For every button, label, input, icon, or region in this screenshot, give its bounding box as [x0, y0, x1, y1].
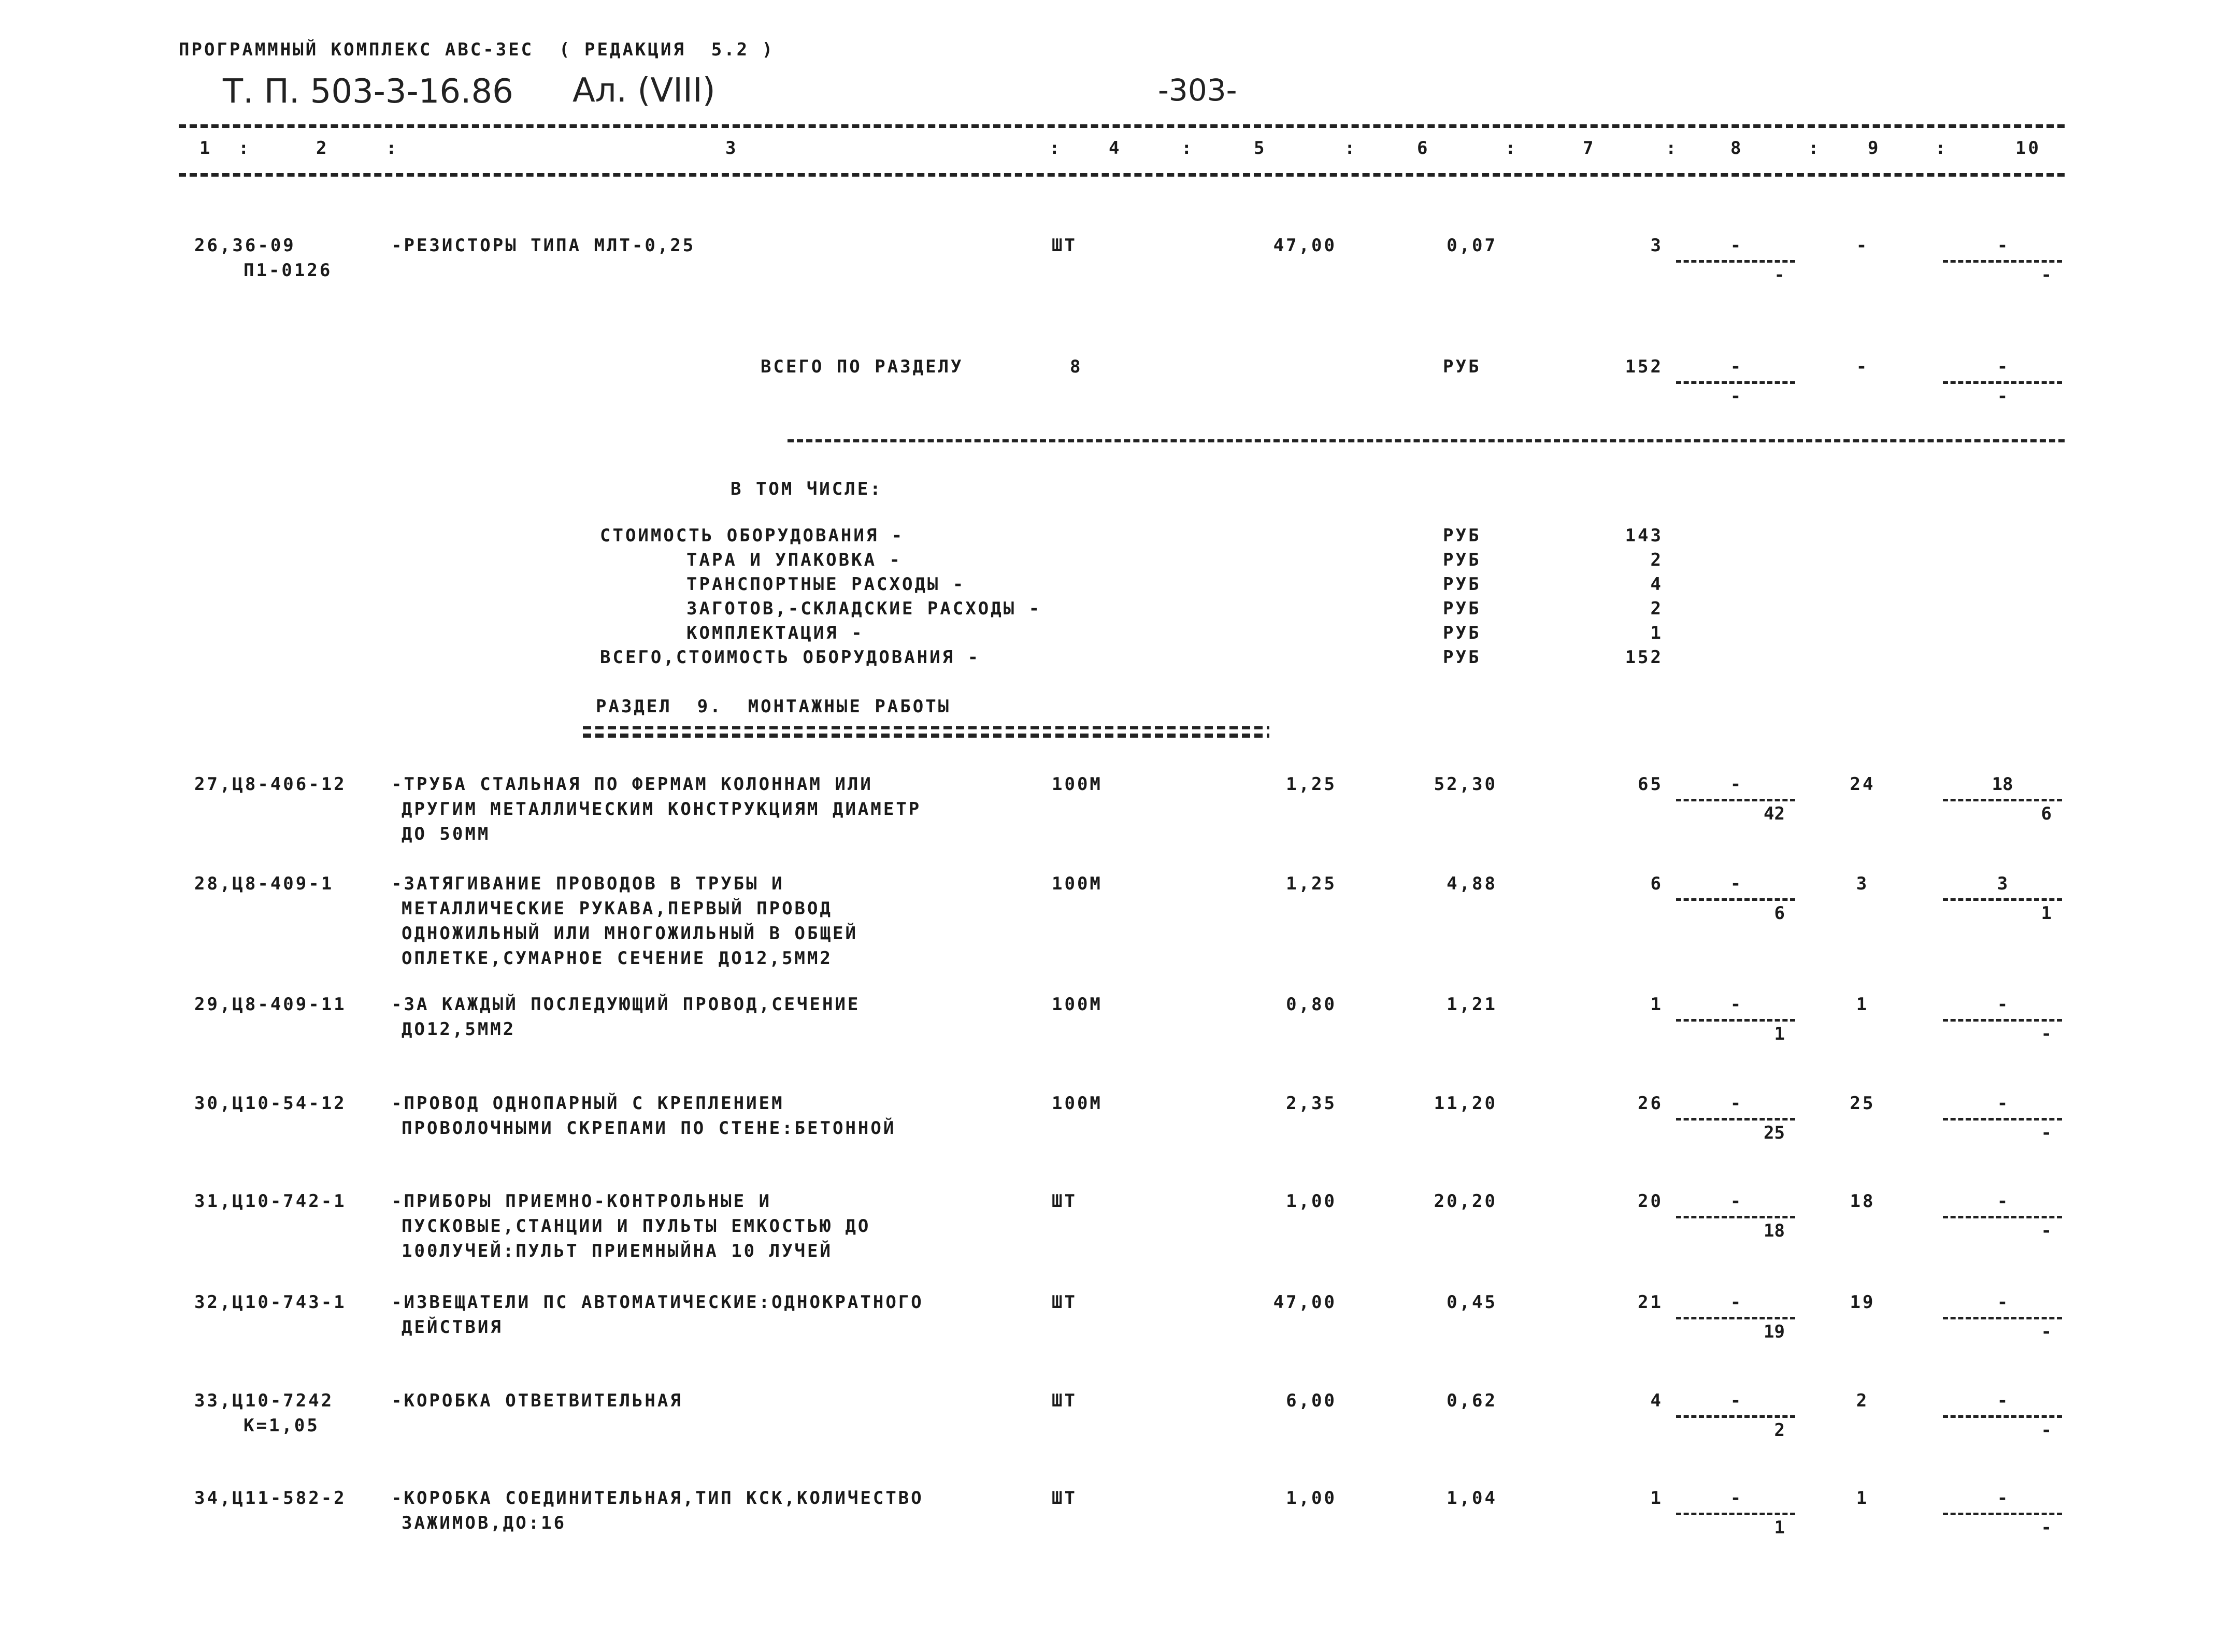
row-col10-bottom: - — [2041, 1024, 2052, 1044]
row-col9: 1 — [1856, 1488, 1869, 1509]
row-col10-fraction — [1943, 1388, 2062, 1445]
row-description-line: -ЗА КАЖДЫЙ ПОСЛЕДУЮЩИЙ ПРОВОД,СЕЧЕНИЕ — [391, 994, 861, 1015]
header-rule-top — [179, 124, 2065, 128]
row-code: 33,Ц10-7242 — [194, 1390, 334, 1411]
row-code: 26,36-09 — [194, 235, 296, 256]
row-col9: 2 — [1856, 1390, 1869, 1411]
column-separator: : — [1181, 138, 1194, 159]
row-col10-fraction — [1943, 871, 2062, 928]
column-separator: : — [1049, 138, 1062, 159]
including-line-value: 2 — [1650, 550, 1663, 570]
row-col10-top: - — [1997, 1093, 2008, 1114]
row-total: 6 — [1650, 873, 1663, 894]
row-col8-bottom: 1 — [1774, 1024, 1785, 1044]
section-total-value: 152 — [1625, 356, 1663, 377]
column-separator: : — [1344, 138, 1357, 159]
column-number-5: 5 — [1254, 138, 1267, 159]
row-col10-fraction — [1943, 992, 2062, 1048]
album-label: Ал. (VIII) — [572, 71, 715, 110]
section-total-col10-top: - — [1997, 356, 2008, 377]
row-col10-bottom: 1 — [2041, 903, 2052, 924]
including-line-label: СТОИМОСТЬ ОБОРУДОВАНИЯ - — [600, 525, 905, 546]
row-description-line: -ПРИБОРЫ ПРИЕМНО-КОНТРОЛЬНЫЕ И — [391, 1191, 772, 1212]
including-line-unit: РУБ — [1443, 574, 1481, 595]
section-total-label: ВСЕГО ПО РАЗДЕЛУ — [761, 356, 964, 377]
column-number-1: 1 — [199, 138, 212, 159]
header-rule-bottom — [179, 173, 2065, 177]
row-col10-bottom: - — [2041, 1123, 2052, 1143]
column-number-2: 2 — [316, 138, 329, 159]
row-col8-bottom: 18 — [1764, 1220, 1785, 1241]
row-unit-price: 0,07 — [1447, 235, 1497, 256]
row-quantity: 1,00 — [1286, 1191, 1337, 1212]
row-col8-fraction — [1676, 871, 1795, 928]
row-unit-price: 0,62 — [1447, 1390, 1497, 1411]
row-description-line: -ЗАТЯГИВАНИЕ ПРОВОДОВ В ТРУБЫ И — [391, 873, 784, 894]
row-col9: 18 — [1850, 1191, 1876, 1212]
row-col9: 19 — [1850, 1292, 1876, 1313]
row-unit: 100М — [1052, 994, 1103, 1015]
row-code: 31,Ц10-742-1 — [194, 1191, 347, 1212]
column-separator: : — [1505, 138, 1518, 159]
row-col8-top: - — [1730, 774, 1741, 795]
row-description-line: ОПЛЕТКЕ,СУМАРНОЕ СЕЧЕНИЕ ДО12,5ММ2 — [402, 948, 833, 969]
row-description-line: ДЕЙСТВИЯ — [402, 1317, 503, 1338]
row-unit-price: 52,30 — [1434, 774, 1497, 795]
including-line-label: ТАРА И УПАКОВКА - — [686, 550, 902, 570]
row-total: 65 — [1638, 774, 1663, 795]
row-unit-price: 4,88 — [1447, 873, 1497, 894]
row-unit-price: 1,04 — [1447, 1488, 1497, 1509]
row-col10-top: - — [1997, 994, 2008, 1015]
row-unit-price: 20,20 — [1434, 1191, 1497, 1212]
row-total: 26 — [1638, 1093, 1663, 1114]
section9-double-underline — [583, 726, 1269, 738]
row-col8-top: - — [1730, 873, 1741, 894]
row-description-line: МЕТАЛЛИЧЕСКИЕ РУКАВА,ПЕРВЫЙ ПРОВОД — [402, 898, 833, 919]
row-description-line: 100ЛУЧЕЙ:ПУЛЬТ ПРИЕМНЫЙНА 10 ЛУЧЕЙ — [402, 1241, 833, 1261]
column-number-6: 6 — [1417, 138, 1430, 159]
including-line-value: 2 — [1650, 598, 1663, 619]
row-col8-top: - — [1730, 235, 1741, 256]
row-col9: 24 — [1850, 774, 1876, 795]
including-heading: В ТОМ ЧИСЛЕ: — [731, 479, 883, 499]
row-col8-fraction — [1676, 1189, 1795, 1245]
row-col8-top: - — [1730, 1488, 1741, 1509]
row-quantity: 1,25 — [1286, 873, 1337, 894]
row-col8-fraction — [1676, 1290, 1795, 1346]
row-col8-fraction — [1676, 1091, 1795, 1147]
row-description-line: ДО12,5ММ2 — [402, 1019, 516, 1040]
row-unit-price: 11,20 — [1434, 1093, 1497, 1114]
including-line-value: 1 — [1650, 623, 1663, 643]
row-unit: ШТ — [1052, 235, 1077, 256]
row-unit-price: 0,45 — [1447, 1292, 1497, 1313]
including-line-value: 152 — [1625, 647, 1663, 668]
row-col10-top: 18 — [1992, 774, 2013, 795]
including-line-unit: РУБ — [1443, 598, 1481, 619]
page-number: -303- — [1158, 73, 1237, 108]
including-line-label: ВСЕГО,СТОИМОСТЬ ОБОРУДОВАНИЯ - — [600, 647, 981, 668]
including-line-unit: РУБ — [1443, 623, 1481, 643]
row-col10-fraction — [1943, 233, 2062, 290]
row-quantity: 47,00 — [1273, 1292, 1337, 1313]
row-code: 27,Ц8-406-12 — [194, 774, 347, 795]
project-code: Т. П. 503-3-16.86 — [223, 73, 513, 111]
row-col8-bottom: 19 — [1764, 1321, 1785, 1342]
including-line-label: ЗАГОТОВ,-СКЛАДСКИЕ РАСХОДЫ - — [686, 598, 1042, 619]
row-col10-top: - — [1997, 1292, 2008, 1313]
row-col10-bottom: - — [2041, 1420, 2052, 1441]
section-total-unit: РУБ — [1443, 356, 1481, 377]
row-code-secondary: П1-0126 — [244, 260, 333, 281]
row-col8-bottom: 42 — [1764, 803, 1785, 824]
column-number-3: 3 — [725, 138, 738, 159]
column-number-8: 8 — [1730, 138, 1743, 159]
row-code: 30,Ц10-54-12 — [194, 1093, 347, 1114]
row-total: 1 — [1650, 994, 1663, 1015]
row-col8-fraction — [1676, 772, 1795, 828]
row-code: 34,Ц11-582-2 — [194, 1488, 347, 1509]
row-unit: 100М — [1052, 873, 1103, 894]
row-description-line: -ИЗВЕЩАТЕЛИ ПС АВТОМАТИЧЕСКИЕ:ОДНОКРАТНОГО — [391, 1292, 924, 1313]
row-quantity: 1,00 — [1286, 1488, 1337, 1509]
row-col9: - — [1856, 235, 1869, 256]
row-col8-top: - — [1730, 1292, 1741, 1313]
row-col9: 3 — [1856, 873, 1869, 894]
column-number-7: 7 — [1583, 138, 1596, 159]
row-quantity: 1,25 — [1286, 774, 1337, 795]
section-total-col8-top: - — [1730, 356, 1741, 377]
row-description-line: -ПРОВОД ОДНОПАРНЫЙ С КРЕПЛЕНИЕМ — [391, 1093, 784, 1114]
row-unit: ШТ — [1052, 1191, 1077, 1212]
section-total-col10 — [1943, 354, 2062, 411]
row-total: 20 — [1638, 1191, 1663, 1212]
row-col10-bottom: 6 — [2041, 803, 2052, 824]
row-col8-bottom: 6 — [1774, 903, 1785, 924]
row-col10-fraction — [1943, 1486, 2062, 1542]
row-description-line: ДО 50ММ — [402, 824, 491, 844]
row-code: 29,Ц8-409-11 — [194, 994, 347, 1015]
row-col8-top: - — [1730, 1093, 1741, 1114]
row-description-line: ДРУГИМ МЕТАЛЛИЧЕСКИМ КОНСТРУКЦИЯМ ДИАМЕТР — [402, 799, 922, 820]
section-total-col8 — [1676, 354, 1795, 411]
row-col10-fraction — [1943, 1091, 2062, 1147]
row-col10-top: - — [1997, 1488, 2008, 1509]
row-col8-bottom: 2 — [1774, 1420, 1785, 1441]
row-description-line: -ТРУБА СТАЛЬНАЯ ПО ФЕРМАМ КОЛОННАМ ИЛИ — [391, 774, 873, 795]
including-line-value: 4 — [1650, 574, 1663, 595]
row-unit: 100М — [1052, 774, 1103, 795]
row-col8-fraction — [1676, 1388, 1795, 1445]
row-col8-bottom: - — [1774, 265, 1785, 285]
row-col8-top: - — [1730, 1191, 1741, 1212]
section-total-col10-bottom: - — [1997, 386, 2008, 407]
section-total-rule — [788, 439, 2065, 442]
row-quantity: 0,80 — [1286, 994, 1337, 1015]
including-line-unit: РУБ — [1443, 525, 1481, 546]
row-unit: 100М — [1052, 1093, 1103, 1114]
row-unit: ШТ — [1052, 1488, 1077, 1509]
column-separator: : — [1666, 138, 1679, 159]
column-separator: : — [1808, 138, 1821, 159]
row-code-secondary: К=1,05 — [244, 1415, 320, 1436]
row-col10-top: 3 — [1997, 873, 2008, 894]
row-total: 4 — [1650, 1390, 1663, 1411]
row-unit: ШТ — [1052, 1292, 1077, 1313]
row-description-line: ПУСКОВЫЕ,СТАНЦИИ И ПУЛЬТЫ ЕМКОСТЬЮ ДО — [402, 1216, 871, 1237]
row-total: 3 — [1650, 235, 1663, 256]
including-line-label: ТРАНСПОРТНЫЕ РАСХОДЫ - — [686, 574, 966, 595]
section-total-number: 8 — [1070, 356, 1083, 377]
row-col10-bottom: - — [2041, 1517, 2052, 1538]
row-col10-top: - — [1997, 1390, 2008, 1411]
program-line: ПРОГРАММНЫЙ КОМПЛЕКС АВС-ЗЕС ( РЕДАКЦИЯ 5.2 ) — [179, 39, 775, 60]
row-col8-fraction — [1676, 992, 1795, 1048]
row-col10-top: - — [1997, 235, 2008, 256]
row-col10-top: - — [1997, 1191, 2008, 1212]
row-col8-bottom: 25 — [1764, 1123, 1785, 1143]
row-quantity: 2,35 — [1286, 1093, 1337, 1114]
column-number-10: 10 — [2015, 138, 2041, 159]
row-col10-fraction — [1943, 772, 2062, 828]
including-line-label: КОМПЛЕКТАЦИЯ - — [686, 623, 864, 643]
row-description-line: -КОРОБКА ОТВЕТВИТЕЛЬНАЯ — [391, 1390, 683, 1411]
including-line-unit: РУБ — [1443, 550, 1481, 570]
row-total: 21 — [1638, 1292, 1663, 1313]
row-col10-fraction — [1943, 1290, 2062, 1346]
row-unit-price: 1,21 — [1447, 994, 1497, 1015]
section-total-col9: - — [1856, 356, 1869, 377]
row-quantity: 47,00 — [1273, 235, 1337, 256]
row-unit: ШТ — [1052, 1390, 1077, 1411]
row-description-line: ЗАЖИМОВ,ДО:16 — [402, 1513, 567, 1533]
including-line-value: 143 — [1625, 525, 1663, 546]
row-description-line: -РЕЗИСТОРЫ ТИПА МЛТ-0,25 — [391, 235, 696, 256]
row-description-line: -КОРОБКА СОЕДИНИТЕЛЬНАЯ,ТИП КСК,КОЛИЧЕСТВО — [391, 1488, 924, 1509]
row-col8-top: - — [1730, 994, 1741, 1015]
section9-title: РАЗДЕЛ 9. МОНТАЖНЫЕ РАБОТЫ — [596, 696, 951, 717]
section-total-col8-bottom: - — [1730, 386, 1741, 407]
column-separator: : — [238, 138, 251, 159]
row-col10-fraction — [1943, 1189, 2062, 1245]
row-col9: 25 — [1850, 1093, 1876, 1114]
row-col9: 1 — [1856, 994, 1869, 1015]
column-number-4: 4 — [1109, 138, 1122, 159]
column-separator: : — [386, 138, 399, 159]
row-col10-bottom: - — [2041, 1220, 2052, 1241]
row-col8-bottom: 1 — [1774, 1517, 1785, 1538]
row-col8-fraction — [1676, 233, 1795, 290]
row-code: 28,Ц8-409-1 — [194, 873, 334, 894]
row-description-line: ОДНОЖИЛЬНЫЙ ИЛИ МНОГОЖИЛЬНЫЙ В ОБЩЕЙ — [402, 923, 858, 944]
row-col8-fraction — [1676, 1486, 1795, 1542]
row-col10-bottom: - — [2041, 1321, 2052, 1342]
column-separator: : — [1935, 138, 1948, 159]
row-col10-bottom: - — [2041, 265, 2052, 285]
including-line-unit: РУБ — [1443, 647, 1481, 668]
row-quantity: 6,00 — [1286, 1390, 1337, 1411]
column-number-9: 9 — [1868, 138, 1881, 159]
row-description-line: ПРОВОЛОЧНЫМИ СКРЕПАМИ ПО СТЕНЕ:БЕТОННОЙ — [402, 1118, 896, 1139]
row-code: 32,Ц10-743-1 — [194, 1292, 347, 1313]
row-col8-top: - — [1730, 1390, 1741, 1411]
row-total: 1 — [1650, 1488, 1663, 1509]
